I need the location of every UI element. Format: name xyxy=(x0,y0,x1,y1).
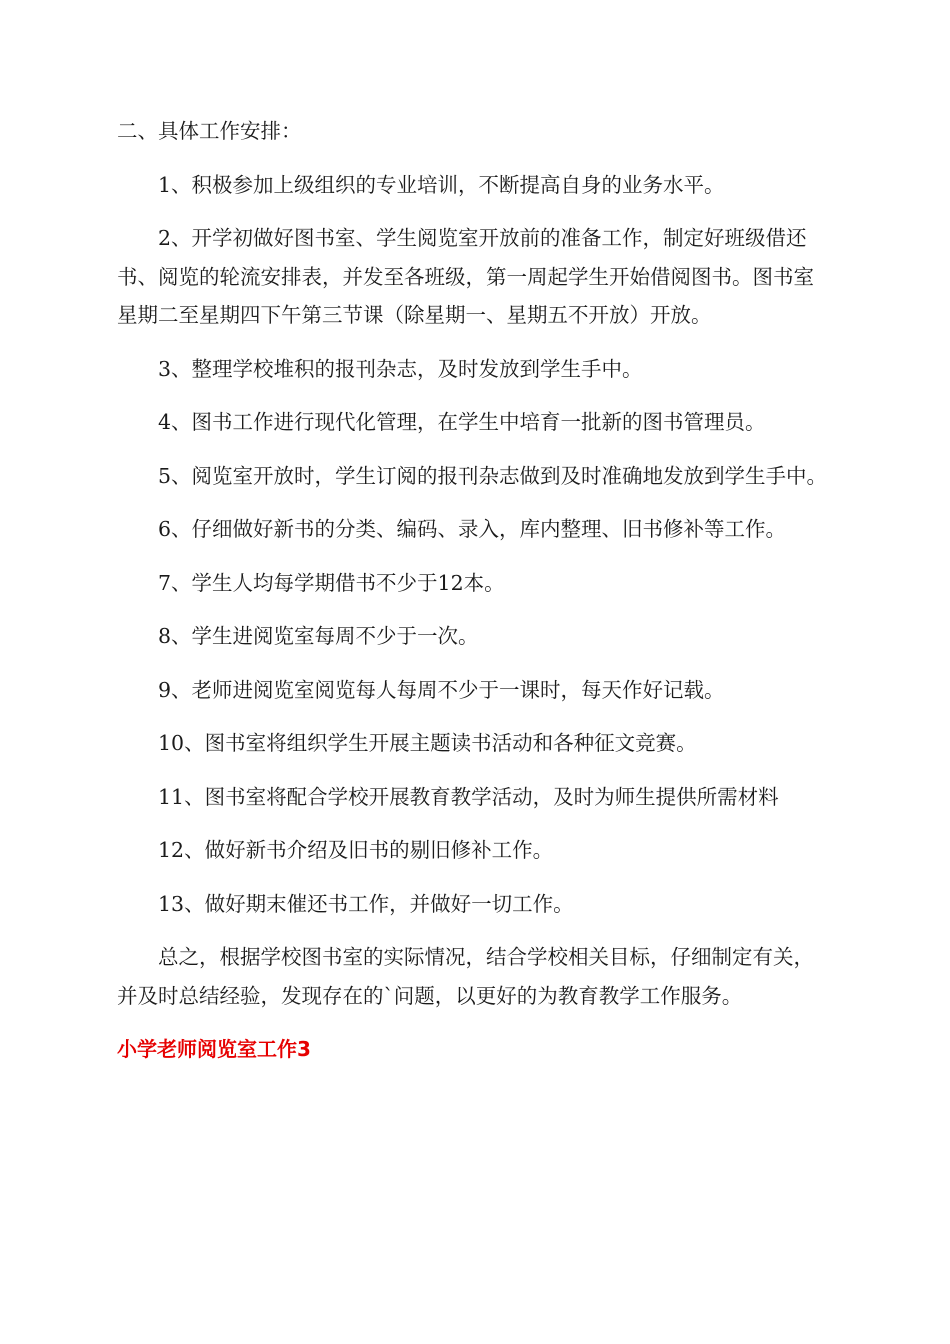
paragraph-3: 3、整理学校堆积的报刊杂志，及时发放到学生手中。 xyxy=(158,356,643,381)
summary-paragraph: 总之，根据学校图书室的实际情况，结合学校相关目标，仔细制定有关，并及时总结经验，发现存在的`问题，以更好的为教育教学工作服务。 xyxy=(117,945,814,1008)
paragraph-6: 6、仔细做好新书的分类、编码、录入，库内整理、旧书修补等工作。 xyxy=(158,517,787,541)
section-heading: 二、具体工作安排： xyxy=(117,119,302,143)
paragraph-10: 10、图书室将组织学生开展主题读书活动和各种征文竞赛。 xyxy=(158,731,697,755)
paragraph-9: 9、老师进阅览室阅览每人每周不少于一课时，每天作好记载。 xyxy=(158,677,725,702)
paragraph-11: 11、图书室将配合学校开展教育教学活动，及时为师生提供所需材料 xyxy=(158,784,779,809)
document-body xyxy=(117,112,833,1068)
paragraph-12: 12、做好新书介绍及旧书的剔旧修补工作。 xyxy=(158,838,554,862)
paragraph-13: 13、做好期末催还书工作，并做好一切工作。 xyxy=(158,891,574,916)
paragraph-8: 8、学生进阅览室每周不少于一次。 xyxy=(158,624,479,648)
section-title: 小学老师阅览室工作3 xyxy=(117,1037,311,1061)
paragraph-4: 4、图书工作进行现代化管理，在学生中培育一批新的图书管理员。 xyxy=(158,410,766,434)
paragraph-7: 7、学生人均每学期借书不少于12本。 xyxy=(158,570,505,595)
paragraph-5: 5、阅览室开放时，学生订阅的报刊杂志做到及时准确地发放到学生手中。 xyxy=(158,463,828,488)
paragraph-1: 1、积极参加上级组织的专业培训，不断提高自身的业务水平。 xyxy=(158,172,725,197)
paragraph-2: 2、开学初做好图书室、学生阅览室开放前的准备工作，制定好班级借还书、阅览的轮流安排表，并发至各班级，第一周起学生开始借阅图书。图书室星期二至星期四下午第三节课（除星期一、星期五不开放）开放。 xyxy=(117,226,814,327)
